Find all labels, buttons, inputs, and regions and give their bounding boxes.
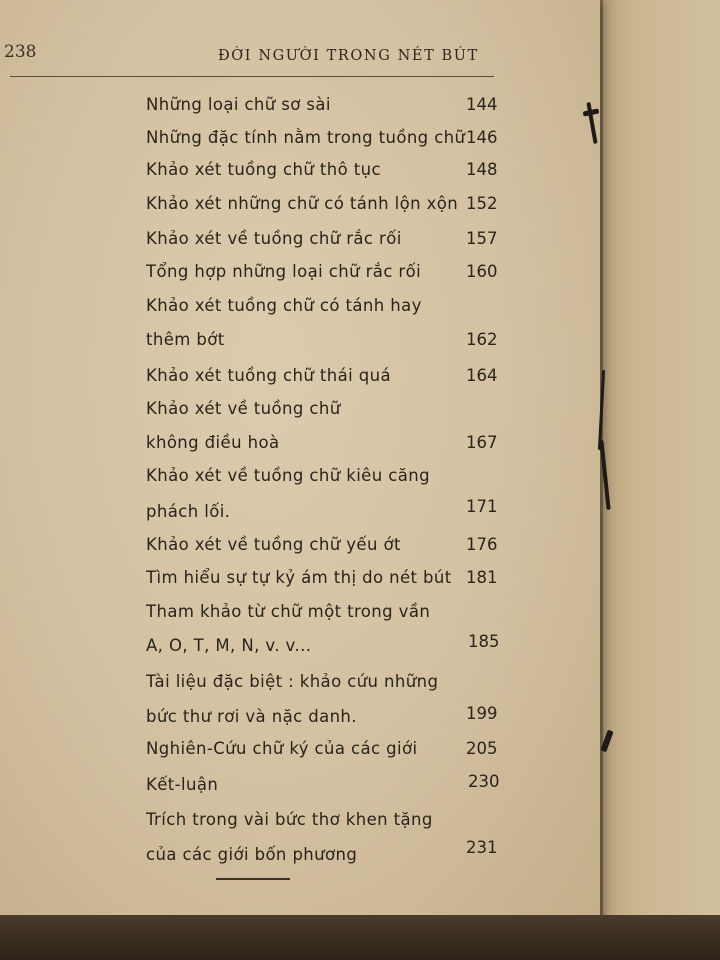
toc-entry-page: 181 [466,568,498,587]
toc-entry-page: 230 [468,772,500,791]
toc-entry-page: 171 [466,497,498,516]
toc-entry-title: Khảo xét tuồng chữ thô tục [146,160,381,179]
toc-entry-page: 199 [466,704,498,723]
page-header [0,40,600,80]
toc-entry-page: 160 [466,262,498,281]
running-title: ĐỜI NGƯỜI TRONG NÉT BÚT [218,48,479,64]
toc-entry-page: 162 [466,330,498,349]
toc-entry-title: phách lối. [146,502,231,521]
toc-entry-page: 205 [466,739,498,758]
toc-entry-title: Khảo xét về tuồng chữ rắc rối [146,229,402,248]
toc-entry-title: Khảo xét về tuồng chữ [146,399,341,418]
toc-entry-title: A, O, T, M, N, v. v... [146,636,312,655]
toc-entry-title: Những đặc tính nằm trong tuồng chữ [146,128,466,147]
toc-entry-title: Tài liệu đặc biệt : khảo cứu những [146,672,439,691]
toc-entry-page: 146 [466,128,498,147]
toc-entry-title: Nghiên-Cứu chữ ký của các giới [146,739,418,758]
toc-entry-title: thêm bớt [146,330,225,349]
toc-entry-title: Khảo xét về tuồng chữ yếu ớt [146,535,401,554]
toc-entry-title: Trích trong vài bức thơ khen tặng [146,810,433,829]
header-rule [10,76,494,77]
toc-entry-title: Tham khảo từ chữ một trong vần [146,602,431,621]
toc-entry-title: bức thư rơi và nặc danh. [146,707,357,726]
toc-entry-title: Tổng hợp những loại chữ rắc rối [146,262,422,281]
toc-entry-title: Kết-luận [146,775,219,794]
toc-entry-page: 152 [466,194,498,213]
toc-entry-page: 157 [466,229,498,248]
toc-entry-title: Khảo xét tuồng chữ thái quá [146,366,391,385]
table-surface [0,915,720,960]
toc-entry-page: 185 [468,632,500,651]
toc-entry-title: Khảo xét những chữ có tánh lộn xộn [146,194,459,213]
toc-entry-page: 176 [466,535,498,554]
toc-entry-page: 164 [466,366,498,385]
toc-entry-page: 144 [466,95,498,114]
toc-entry-page: 231 [466,838,498,857]
toc-entry-title: Khảo xét tuồng chữ có tánh hay [146,296,422,315]
page-number: 238 [4,42,37,62]
end-rule [216,878,290,880]
toc-entry-title: Khảo xét về tuồng chữ kiêu căng [146,466,430,485]
toc-entry-title: Những loại chữ sơ sài [146,95,331,114]
toc-entry-page: 167 [466,433,498,452]
toc-entry-title: không điều hoà [146,433,280,452]
toc-entry-title: của các giới bốn phương [146,845,358,864]
right-page [598,0,720,920]
toc-entry-page: 148 [466,160,498,179]
toc-entry-title: Tìm hiểu sự tự kỷ ám thị do nét bút [146,568,452,587]
